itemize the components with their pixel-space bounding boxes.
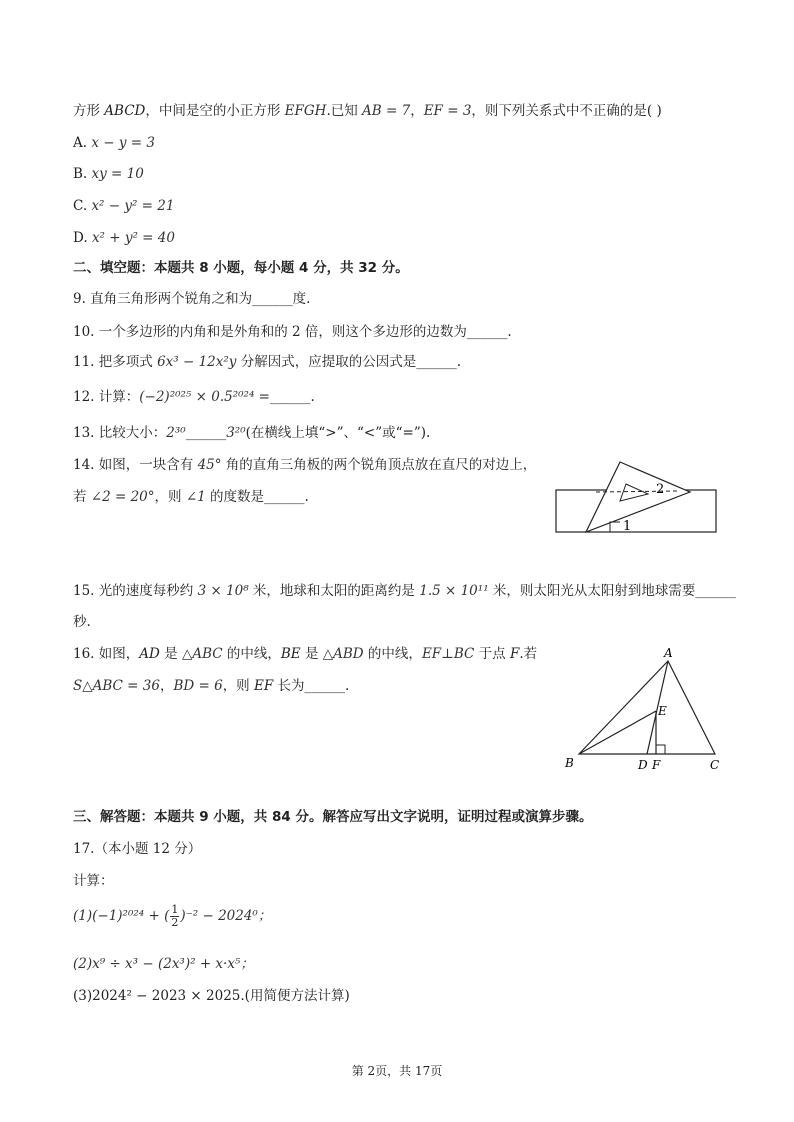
option-b: B. xy = 10 [73, 166, 144, 182]
square-abcd: ABCD [104, 103, 146, 119]
label-d: D [638, 758, 648, 772]
square-efgh: EFGH [284, 103, 327, 119]
label-f: F [652, 758, 661, 772]
angle-label-1: 1 [623, 519, 632, 534]
ab-value: AB = 7 [362, 103, 411, 119]
angle-label-2: 2 [656, 482, 665, 497]
question-16-line-2: S△ABC = 36，BD = 6，则 EF 长为______. [73, 678, 350, 694]
option-d: D. x² + y² = 40 [73, 230, 175, 246]
question-11: 11. 把多项式 6x³ − 12x²y 分解因式，应提取的公因式是______. [73, 354, 461, 370]
fraction-one-half: $\frac{1}{2}$ [171, 903, 179, 929]
question-15: 15. 光的速度每秒约 3 × 10⁸ 米，地球和太阳的距离约是 1.5 × 10¹¹ 米，则太阳光从太阳射到地球需要______ [73, 583, 736, 599]
question-12: 12. 计算：(−2)²⁰²⁵ × 0.5²⁰²⁴ =______. [73, 389, 315, 405]
question-8-stem: 方形 ABCD，中间是空的小正方形 EFGH.已知 AB = 7，EF = 3，则下列关系式中不正确的是( ) [73, 103, 662, 119]
question-17-part-1: (1)(−1)²⁰²⁴ + ( $\frac{1}{2}$ )⁻² − 2024⁰； [73, 903, 272, 929]
triangle-abc [579, 661, 715, 754]
question-17-intro: 计算： [73, 873, 114, 889]
question-15-line-2: 秒. [73, 614, 91, 630]
question-13: 13. 比较大小：2³⁰______3²⁰(在横线上填“>”、“<”或“=”). [73, 425, 431, 441]
label-e: E [658, 704, 667, 718]
ruler-triangle-figure [550, 458, 730, 538]
question-10: 10. 一个多边形的内角和是外角和的 2 倍，则这个多边形的边数为______. [73, 324, 512, 340]
question-17-part-3: (3)2024² − 2023 × 2025.(用简便方法计算) [73, 988, 350, 1004]
label-c: C [710, 758, 720, 772]
option-c: C. x² − y² = 21 [73, 198, 175, 214]
question-9: 9. 直角三角形两个锐角之和为______度. [73, 291, 311, 307]
option-a: A. x − y = 3 [73, 135, 155, 151]
label-a: A [664, 646, 673, 660]
label-b: B [565, 756, 574, 770]
page-footer: 第 2页，共 17页 [351, 1064, 443, 1078]
question-16-line-1: 16. 如图，AD 是 △ABC 的中线，BE 是 △ABD 的中线，EF⊥BC 于点 F.若 [73, 646, 538, 662]
question-17-heading: 17.（本小题 12 分） [73, 841, 202, 857]
section-2-heading: 二、填空题：本题共 8 小题，每小题 4 分，共 32 分。 [73, 260, 409, 276]
question-17-part-2: (2)x⁹ ÷ x³ − (2x³)² + x·x⁵； [73, 956, 254, 972]
question-14-line-1: 14. 如图，一块含有 45° 角的直角三角板的两个锐角顶点放在直尺的对边上， [73, 457, 537, 473]
section-3-heading: 三、解答题：本题共 9 小题，共 84 分。解答应写出文字说明，证明过程或演算步骤。 [73, 809, 593, 825]
median-be [579, 711, 656, 754]
angle-mark-1 [610, 522, 620, 532]
right-angle-mark [656, 745, 665, 754]
ef-value: EF = 3 [423, 103, 472, 119]
question-14-line-2: 若 ∠2 = 20°，则 ∠1 的度数是______. [73, 489, 309, 505]
triangle-abc-figure [555, 645, 735, 775]
